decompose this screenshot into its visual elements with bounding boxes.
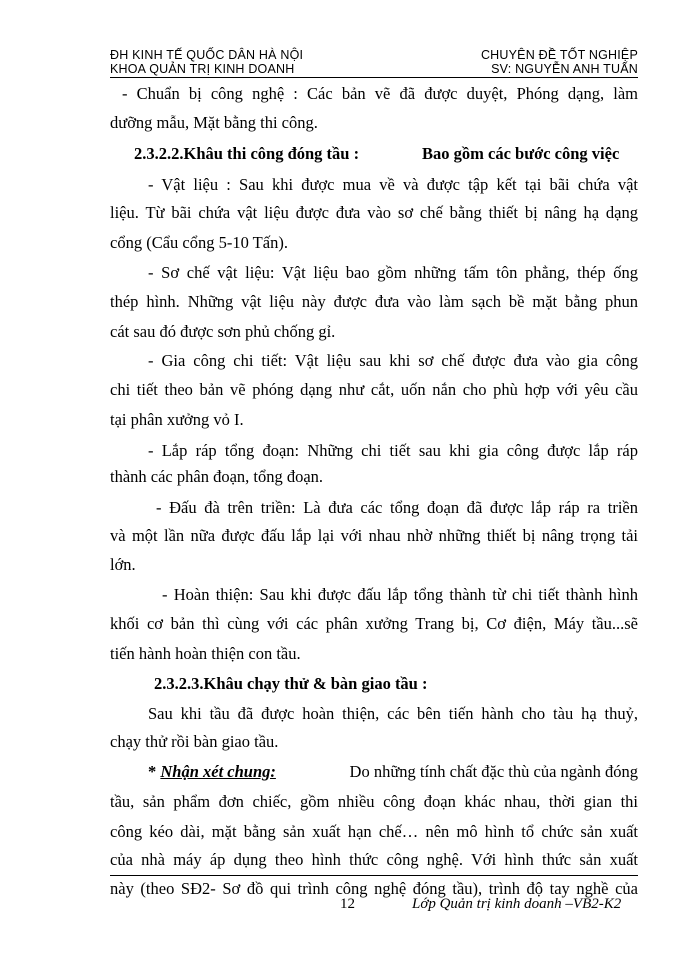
text-line: và một lần nữa được đấu lắp lại với nhau nhờ những thiết bị nâng trọng tải: [110, 526, 638, 545]
header-student: SV: NGUYỄN ANH TUẤN: [491, 62, 638, 76]
section-heading-2-3-2-3: 2.3.2.3.Khâu chạy thử & bàn giao tầu :: [154, 674, 428, 693]
text-line: - Gia công chi tiết: Vật liệu sau khi sơ chế được đưa vào gia công: [148, 351, 638, 370]
general-remark-line: [148, 762, 638, 782]
remark-star: *: [148, 762, 161, 781]
text-line: tại phân xưởng vỏ I.: [110, 410, 244, 429]
header-rule: [110, 77, 638, 78]
text-line: - Chuẩn bị công nghệ : Các bản vẽ đã được duyệt, Phóng dạng, làm: [122, 84, 638, 103]
text-line: cát sau đó được sơn phủ chống gỉ.: [110, 322, 336, 341]
remark-text: Do những tính chất đặc thù của ngành đóng: [349, 762, 638, 781]
text-line: thành các phân đoạn, tổng đoạn.: [110, 467, 324, 486]
text-line: - Lắp ráp tổng đoạn: Những chi tiết sau khi gia công được lắp ráp: [148, 441, 638, 460]
footer-class-label: Lớp Quản trị kinh doanh –VB2-K2: [412, 896, 622, 912]
text-line: chạy thử rồi bàn giao tầu.: [110, 732, 279, 751]
text-line: tiến hành hoàn thiện con tầu.: [110, 644, 301, 663]
remark-label: Nhận xét chung:: [160, 762, 276, 781]
text-line: tầu, sản phẩm đơn chiếc, gồm nhiều công đoạn khác nhau, thời gian thi: [110, 792, 638, 811]
text-line: - Hoàn thiện: Sau khi được đấu lắp tổng thành từ chi tiết thành hình: [162, 585, 638, 604]
text-line: liệu. Từ bãi chứa vật liệu được đưa vào sơ chế bằng thiết bị nâng hạ dạng: [110, 203, 638, 222]
section-heading-2-3-2-2: 2.3.2.2.Khâu thi công đóng tầu :: [134, 144, 360, 163]
text-line: chi tiết theo bản vẽ phóng dạng như cắt, uốn nắn cho phù hợp với yêu cầu: [110, 380, 638, 399]
text-line: khối cơ bản thì cùng với các phân xưởng Trang bị, Cơ điện, Máy tầu...sẽ: [110, 614, 638, 633]
general-remark-lead: [148, 762, 276, 782]
text-line: - Đấu đà trên triền: Là đưa các tổng đoạn đã được lắp ráp ra triền: [156, 498, 638, 517]
text-line: lớn.: [110, 555, 136, 574]
header-faculty: KHOA QUẢN TRỊ KINH DOANH: [110, 62, 295, 76]
text-line: - Vật liệu : Sau khi được mua về và được tập kết tại bãi chứa vật: [148, 175, 638, 194]
text-line: của nhà máy áp dụng theo hình thức công nghệ. Với hình thức sản xuất: [110, 850, 638, 869]
text-line: - Sơ chế vật liệu: Vật liệu bao gồm những tấm tôn phẳng, thép ống: [148, 263, 638, 282]
header-university: ĐH KINH TẾ QUỐC DÂN HÀ NỘI: [110, 48, 304, 62]
text-line: thép hình. Những vật liệu này được đưa vào làm sạch bề mặt bằng phun: [110, 292, 638, 311]
text-line: Sau khi tầu đã được hoàn thiện, các bên tiến hành cho tàu hạ thuỷ,: [148, 704, 638, 723]
text-line: dưỡng mẫu, Mặt bằng thi công.: [110, 113, 318, 132]
text-line: này (theo SĐ2- Sơ đồ qui trình công nghệ đóng tầu), trình độ tay nghề của: [110, 879, 638, 898]
page-number: 12: [340, 896, 355, 912]
section-heading-2-3-2-2-tail: Bao gồm các bước công việc: [422, 144, 620, 163]
text-line: cổng (Cẩu cổng 5-10 Tấn).: [110, 233, 288, 252]
text-line: công kéo dài, mặt bằng sản xuất hạn chế… nên mô hình tổ chức sản xuất: [110, 822, 638, 841]
header-thesis-type: CHUYÊN ĐỀ TỐT NGHIỆP: [480, 48, 638, 62]
footer-rule: [110, 875, 638, 876]
